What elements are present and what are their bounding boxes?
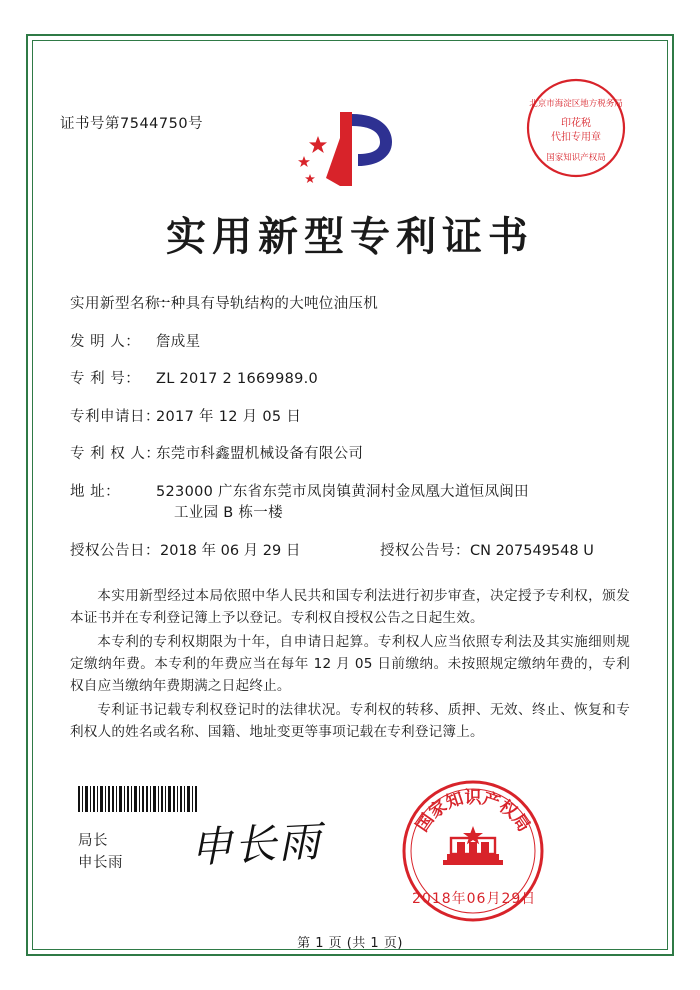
publication-number-label: 授权公告号： <box>380 542 470 559</box>
field-label: 专 利 号： <box>70 371 141 387</box>
field-label: 地 址： <box>70 483 121 500</box>
svg-text:国家知识产权局: 国家知识产权局 <box>412 788 534 836</box>
tax-stamp-seal-icon <box>524 76 628 180</box>
director-name-label: 申长雨 <box>78 855 123 872</box>
svg-text:印花税: 印花税 <box>561 118 591 129</box>
director-handwritten-signature: 申长雨 <box>188 816 324 873</box>
field-value: 东莞市科鑫盟机械设备有限公司 <box>156 446 364 462</box>
publication-date-label: 授权公告日： <box>70 542 160 559</box>
director-title-label: 局长 <box>78 833 108 849</box>
publication-number <box>380 544 594 559</box>
field-label: 专 利 权 人： <box>70 446 161 462</box>
publication-date <box>70 544 380 559</box>
field-row <box>70 485 630 521</box>
svg-text:北京市海淀区地方税务局: 北京市海淀区地方税务局 <box>529 99 623 109</box>
address-line-2: 工业园 B 栋一楼 <box>174 505 283 521</box>
signature-block <box>78 830 123 875</box>
field-value: ZL 2017 2 1669989.0 <box>156 371 319 387</box>
border-corner-top-right <box>648 34 674 60</box>
field-row <box>70 410 630 425</box>
publication-date-value: 2018 年 06 月 29 日 <box>160 542 301 559</box>
border-corner-top-left <box>26 34 52 60</box>
certificate-number: 证书号第7544750号 <box>60 116 204 132</box>
field-value <box>156 485 630 521</box>
paragraph: 本专利的专利权期限为十年，自申请日起算。专利权人应当依照专利法及其实施细则规定缴纳年费。本专利的年费应当在每年 12 月 05 日前缴纳。未按照规定缴纳年费的，专利权自应当缴纳年费期满之日起终止。 <box>70 634 630 695</box>
page-footer: 第 1 页 (共 1 页) <box>297 936 403 951</box>
page-title: 实用新型专利证书 <box>166 214 534 260</box>
legal-text <box>70 585 630 745</box>
publication-number-value: CN 207549548 U <box>470 542 594 559</box>
address-line-1: 523000 广东省东莞市凤岗镇黄洞村金凤凰大道恒凤闽田 <box>156 483 529 500</box>
field-value: 詹成星 <box>156 333 201 350</box>
paragraph: 本实用新型经过本局依照中华人民共和国专利法进行初步审查，决定授予专利权，颁发本证书并在专利登记簿上予以登记。专利权自授权公告之日起生效。 <box>70 588 630 627</box>
field-row <box>70 335 630 350</box>
stamp-date: 2018年06月29日 <box>412 891 537 907</box>
svg-text:国家知识产权局: 国家知识产权局 <box>546 153 606 163</box>
field-label: 专利申请日： <box>70 408 160 425</box>
paragraph: 专利证书记载专利权登记时的法律状况。专利权的转移、质押、无效、终止、恢复和专利权人的姓名或名称、国籍、地址变更等事项记载在专利登记簿上。 <box>70 702 630 741</box>
field-row <box>70 447 630 462</box>
publication-row <box>70 544 630 559</box>
field-value: 2017 年 12 月 05 日 <box>156 408 302 425</box>
field-label: 发 明 人： <box>70 333 141 350</box>
field-row <box>70 297 630 312</box>
field-row <box>70 372 630 387</box>
patent-barcode-icon <box>78 786 198 812</box>
certificate-fields <box>70 297 630 558</box>
field-label: 实用新型名称： <box>70 296 175 312</box>
svg-text:代扣专用章: 代扣专用章 <box>551 132 601 143</box>
cnipa-logo-icon <box>288 108 398 190</box>
field-value: 一种具有导轨结构的大吨位油压机 <box>156 296 378 312</box>
